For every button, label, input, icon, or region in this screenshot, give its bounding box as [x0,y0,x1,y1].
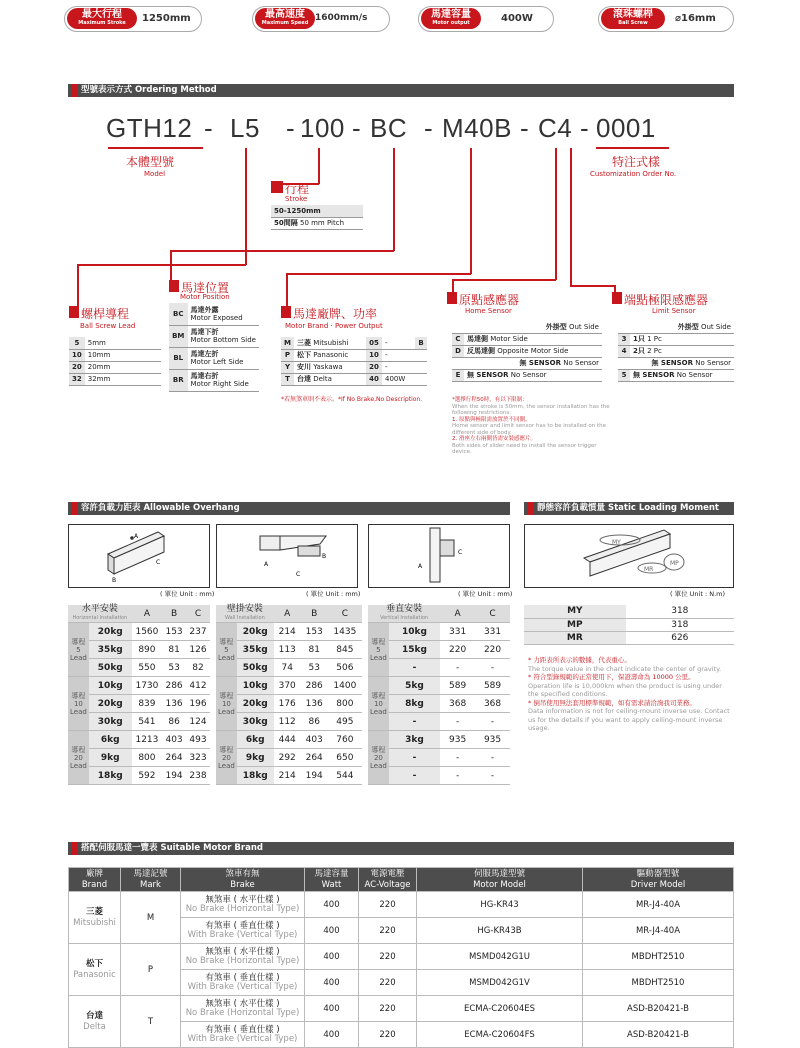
limit-title-block [612,292,622,304]
limit-table: 外掛型 Out Side 3 1只 1 Pc 4 2只 2 Pc 無 SENSOR No Sensor 5 無 SENSOR No Sensor [618,321,734,382]
position-title-block [169,280,179,292]
h-unit: ( 單位 Unit : mm) [160,590,215,598]
lead-table: 5 5mm 10 10mm 20 20mm 32 32mm [69,337,161,386]
svg-text:C: C [156,559,161,566]
svg-text:C: C [458,549,463,556]
svg-text:MR: MR [644,566,654,573]
static-notes: * 力距表所表示的數據，代表重心。 The torque value in the chart indicate the center of gravity. * 符合型錄規範的正常使用下，保證壽命為 10000 公里。 Operation life is 10,000km when the product is using under the specified conditions. * 倒吊使用無法套用標準規範，如有需求請洽詢我司業務。 Data information is not for ceiling-mount inverse use. Contact us for the details if you want to apply ceiling-mount inverse usage. [528,656,730,732]
brand-table: M 三菱 Mitsubishi 05 - B P 松下 Panasonic 10 - Y 安川 Yaskawa 20 - T 台達 Delta 40 400W [281,337,427,386]
limit-title-en: Limit Sensor [652,307,696,315]
lead-title-zh: 螺桿導程 [81,307,130,321]
badge-ball-screw: 滾珠螺桿 Ball Screw ⌀16mm [598,6,734,32]
ordering-method-header: 型號表示方式 Ordering Method [68,84,734,97]
stroke-title [271,181,283,193]
brand-title-zh: 馬達廠牌、功率 [293,307,378,321]
static-moment-diagram [524,524,734,588]
home-notes: *選擇行程50時，有以下限制： When the stroke is 50mm, the sensor installation has the following restrictions: 1. 原點與極限需放置於不同側。 Home sensor and limit sensor has to be installed on the different side of body. 2. 滑座左右兩側皆需安裝感應片。 Both sides of slider need to install the sensor trigger device. [452,397,610,455]
horizontal-load-table: 水平安裝 Horizontal Installation A B C 導程 5 Lead 20kg 1560 153 237 35kg 890 81 126 50kg 550 53 82 導程 10 Lead 10kg 1730 286 412 20kg 839 136 196 30kg 541 86 124 導程 20 Lead 6kg 1213 403 493 9kg 800 264 323 18kg 592 194 238 [68,605,210,785]
svg-text:C: C [296,571,301,578]
position-title-en: Motor Position [180,293,230,301]
home-title-en: Home Sensor [465,307,512,315]
position-table: BC 馬達外露 Motor Exposed BM 馬達下折 Motor Bottom Side BL 馬達左折 Motor Left Side BR 馬達右折 Motor Right Side [169,303,259,392]
svg-text:A: A [264,561,269,568]
svg-text:A: A [418,563,423,570]
home-title-block [447,292,457,304]
vertical-diagram [368,524,510,588]
home-table: 外掛型 Out Side C 馬達側 Motor Side D 反馬達側 Opposite Motor Side 無 SENSOR No Sensor E 無 SENSOR No Sensor [452,321,602,382]
svg-text:B: B [112,577,117,584]
overhang-header: 容許負載力距表 Allowable Overhang [68,502,510,515]
brand-title-en: Motor Brand · Power Output [285,322,383,330]
static-moment-table: MY 318 MP 318 MR 626 [524,605,734,645]
limit-title-zh: 端點極限感應器 [624,293,709,307]
vertical-load-table: 垂直安裝 Vertical Installation A C 導程 5 Lead 10kg 331 331 15kg 220 220 - - - 導程 10 Lead 5kg 589 589 8kg 368 368 - - - 導程 20 Lead 3kg 935 935 - - - - - - [368,605,510,785]
wall-diagram [216,524,358,588]
v-unit: ( 單位 Unit : mm) [458,590,513,598]
position-title-zh: 馬達位置 [181,281,230,295]
stroke-title-zh: 行程 [285,182,310,196]
home-title-zh: 原點感應器 [459,293,520,307]
motors-header: 搭配伺服馬達一覽表 Suitable Motor Brand [68,842,734,855]
svg-text:B: B [322,553,327,560]
svg-text:MY: MY [612,539,621,546]
w-unit: ( 單位 Unit : mm) [306,590,361,598]
horizontal-diagram [68,524,210,588]
svg-text:MP: MP [670,560,679,567]
stroke-title-en: Stroke [285,195,308,203]
static-unit: ( 單位 Unit : N.m) [670,590,726,598]
badge-motor-output: 馬達容量 Motor output 400W [418,6,554,32]
brand-title-block [281,306,291,318]
lead-title-en: Ball Screw Lead [80,322,136,330]
svg-text:A: A [134,533,139,540]
brand-note: *若無煞車則不表示。*If No Brake,No Description. [281,396,423,403]
motor-table: 廠牌 Brand 馬達記號 Mark 煞車有無 Brake 馬達容量 Watt 電源電壓 AC-Voltage 伺服馬達型號 Motor Model 驅動器型號 Driver Model 三菱 Mitsubishi M 無煞車 ( 水平仕樣 ) No Brake (Horizontal Type) 400 220 HG-KR43 MR-J4-40A 有煞車 ( 垂直仕樣 ) With Brake (Vertical Type) 400 220 HG-KR43B MR-J4-40A 松下 Panasonic P 無煞車 ( 水平仕樣 ) No Brake (Horizontal Type) 400 220 MSMD042G1U MBDHT2510 有煞車 ( 垂直仕樣 ) With Brake (Vertical Type) 400 220 MSMD042G1V MBDHT2510 台達 Delta T 無煞車 ( 水平仕樣 ) No Brake (Horizontal Type) 400 220 ECMA-C20604ES ASD-B20421-B 有煞車 ( 垂直仕樣 ) With Brake (Vertical Type) 400 220 ECMA-C20604FS ASD-B20421-B [68,867,734,1048]
wall-load-table: 壁掛安裝 Wall Installation A B C 導程 5 Lead 20kg 214 153 1435 35kg 113 81 845 50kg 74 53 506 導程 10 Lead 10kg 370 286 1400 20kg 176 136 800 30kg 112 86 495 導程 20 Lead 6kg 444 403 760 9kg 292 264 650 18kg 214 194 544 [216,605,362,785]
static-header: 靜態容許負載慣量 Static Loading Moment [524,502,734,515]
badge-stroke: 最大行程 Maximum Stroke 1250mm [64,6,202,32]
badge-speed: 最高速度 Maximum Speed 1600mm/s [252,6,390,32]
lead-title-block [69,306,79,318]
stroke-table: 50-1250mm 50間隔 50 mm Pitch [271,205,363,230]
